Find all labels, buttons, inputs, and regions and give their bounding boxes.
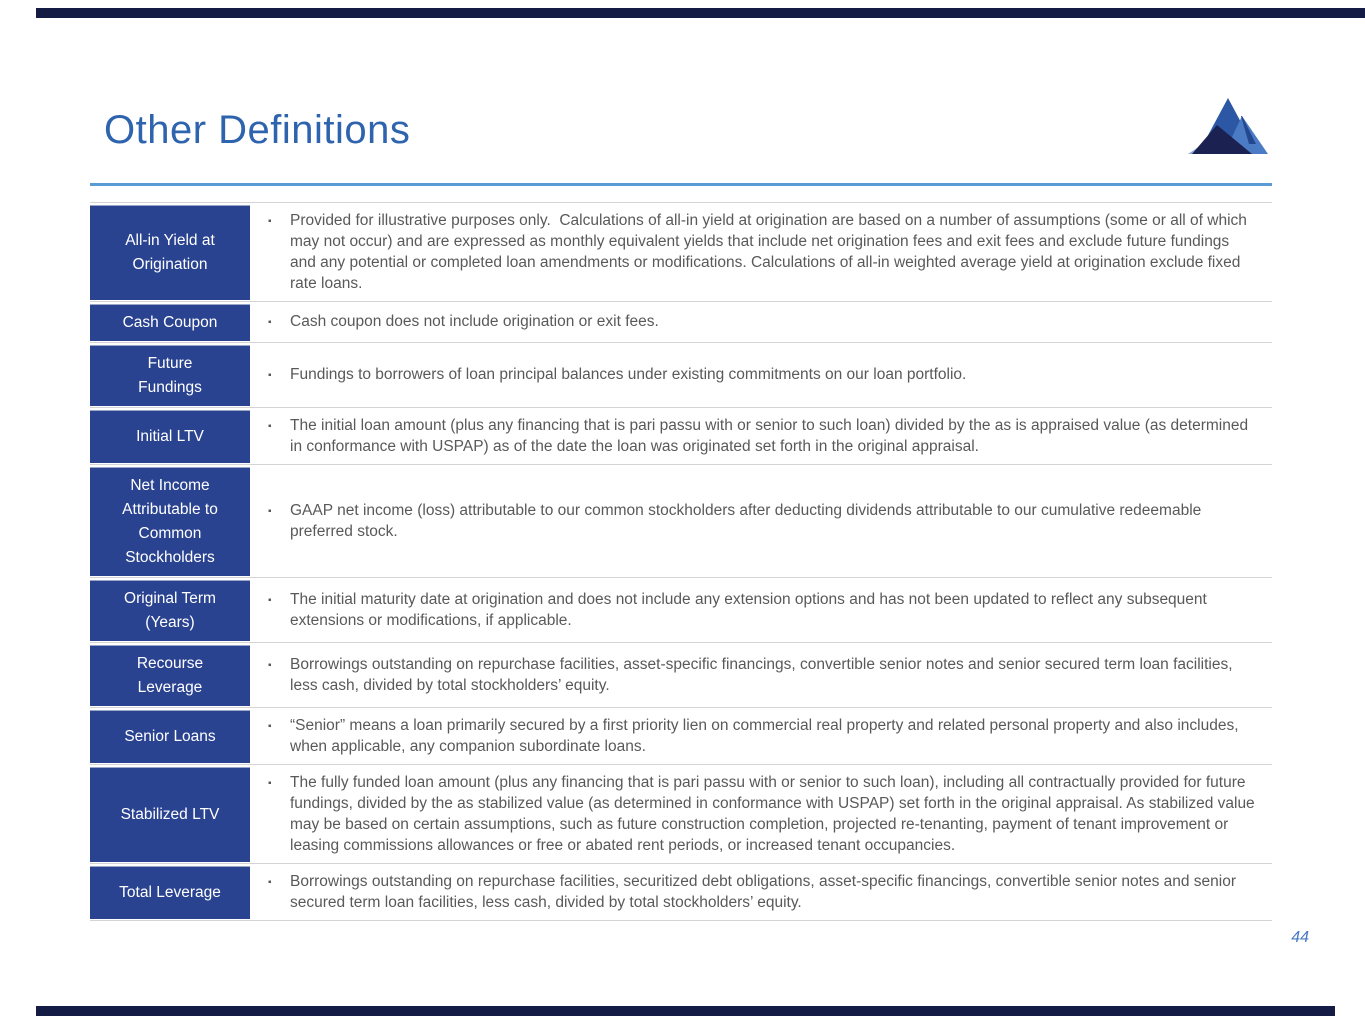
definition-inner (268, 589, 1258, 631)
table-row (90, 863, 1272, 920)
table-row (90, 301, 1272, 342)
definition-text: The fully funded loan amount (plus any financing that is pari passu with or senior to such loan), including all contractually provided for future fundings, divided by the as stabilized value (as determined in conformance with USPAP) set forth in the original appraisal. As stabilized value may be based on certain assumptions, such as future construction completion, projected re-tenanting, payment of tenant improvement or leasing commissions allowances or free or abated rent periods, or increased tenant occupancies. (290, 774, 1259, 854)
mountain-logo-icon (1178, 92, 1274, 164)
term-label: Original Term (Years) (124, 589, 216, 631)
bullet-icon: ▪ (268, 877, 272, 888)
table-row (90, 577, 1272, 642)
table-row (90, 642, 1272, 707)
bullet-icon: ▪ (268, 506, 272, 517)
term-cell (90, 345, 250, 406)
definition-inner (268, 871, 1258, 913)
definition-cell (250, 643, 1272, 707)
bullet-icon: ▪ (268, 370, 272, 381)
term-cell (90, 580, 250, 641)
table-row (90, 342, 1272, 407)
bullet-icon: ▪ (268, 721, 272, 732)
definition-text: “Senior” means a loan primarily secured by a first priority lien on commercial real property and related personal property and also includes, when applicable, any companion subordinate loans. (290, 717, 1243, 755)
definition-text: GAAP net income (loss) attributable to our common stockholders after deducting dividends attributable to our cumulative redeemable preferred stock. (290, 502, 1206, 540)
definition-text: The initial loan amount (plus any financing that is pari passu with or senior to such loan) divided by the as is appraised value (as determined in conformance with USPAP) as of the date the loan was originated set forth in the original appraisal. (290, 417, 1253, 455)
definition-cell (250, 465, 1272, 577)
definition-inner (268, 654, 1258, 696)
definition-text: The initial maturity date at origination and does not include any extension options and has not been updated to reflect any subsequent extensions or modifications, if applicable. (290, 591, 1212, 629)
definition-cell (250, 343, 1272, 407)
term-cell (90, 304, 250, 341)
definition-text: Borrowings outstanding on repurchase facilities, asset-specific financings, convertible senior notes and senior secured term loan facilities, less cash, divided by total stockholders’ equity. (290, 656, 1237, 694)
title-divider (90, 183, 1272, 186)
term-label: Recourse Leverage (136, 654, 204, 696)
definition-cell (250, 864, 1272, 920)
term-label: All-in Yield at Origination (125, 231, 215, 273)
term-cell (90, 710, 250, 763)
definition-cell (250, 708, 1272, 764)
term-cell (90, 410, 250, 463)
definition-text: Fundings to borrowers of loan principal balances under existing commitments on our loan portfolio. (290, 366, 967, 383)
definition-inner (268, 500, 1258, 542)
definitions-table (90, 202, 1272, 921)
term-label: Future Fundings (138, 354, 202, 396)
bottom-accent-bar (36, 1006, 1335, 1016)
bullet-icon: ▪ (268, 317, 272, 328)
table-row (90, 202, 1272, 301)
term-cell (90, 645, 250, 706)
definition-inner (268, 210, 1258, 294)
bullet-icon: ▪ (268, 660, 272, 671)
top-accent-bar (36, 8, 1365, 18)
definition-inner (268, 772, 1258, 856)
term-cell (90, 866, 250, 919)
definition-text: Cash coupon does not include origination or exit fees. (290, 313, 659, 330)
term-label: Senior Loans (124, 727, 216, 745)
bullet-icon: ▪ (268, 778, 272, 789)
term-label: Total Leverage (119, 883, 221, 901)
term-cell (90, 205, 250, 300)
definition-cell (250, 203, 1272, 301)
term-label: Initial LTV (136, 427, 204, 445)
page-title: Other Definitions (104, 108, 411, 152)
term-cell (90, 467, 250, 576)
term-label: Net Income Attributable to Common Stockholders (122, 476, 218, 566)
definition-cell (250, 302, 1272, 342)
definition-inner (268, 311, 1258, 333)
definition-inner (268, 715, 1258, 757)
definition-inner (268, 364, 1258, 386)
term-label: Stabilized LTV (120, 805, 220, 823)
term-cell (90, 767, 250, 862)
table-row (90, 764, 1272, 863)
definition-text: Provided for illustrative purposes only. Calculations of all-in yield at origination are based on a number of assumptions (some or all of which may not occur) and are expressed as monthly equivalent yields that include net origination fees and exit fees and exclude future fundings and any potential or completed loan amendments or modifications. Calculations of all-in weighted average yield at origination exclude fixed rate loans. (290, 212, 1252, 292)
table-row (90, 407, 1272, 464)
page-number: 44 (1291, 929, 1309, 946)
definition-cell (250, 765, 1272, 863)
bullet-icon: ▪ (268, 421, 272, 432)
table-row (90, 464, 1272, 577)
term-label: Cash Coupon (122, 313, 218, 331)
definition-inner (268, 415, 1258, 457)
bullet-icon: ▪ (268, 216, 272, 227)
definition-text: Borrowings outstanding on repurchase facilities, securitized debt obligations, asset-specific financings, convertible senior notes and senior secured term loan facilities, less cash, divided by total stockholders’ equity. (290, 873, 1241, 911)
definition-cell (250, 578, 1272, 642)
bullet-icon: ▪ (268, 595, 272, 606)
table-row (90, 707, 1272, 764)
definition-cell (250, 408, 1272, 464)
